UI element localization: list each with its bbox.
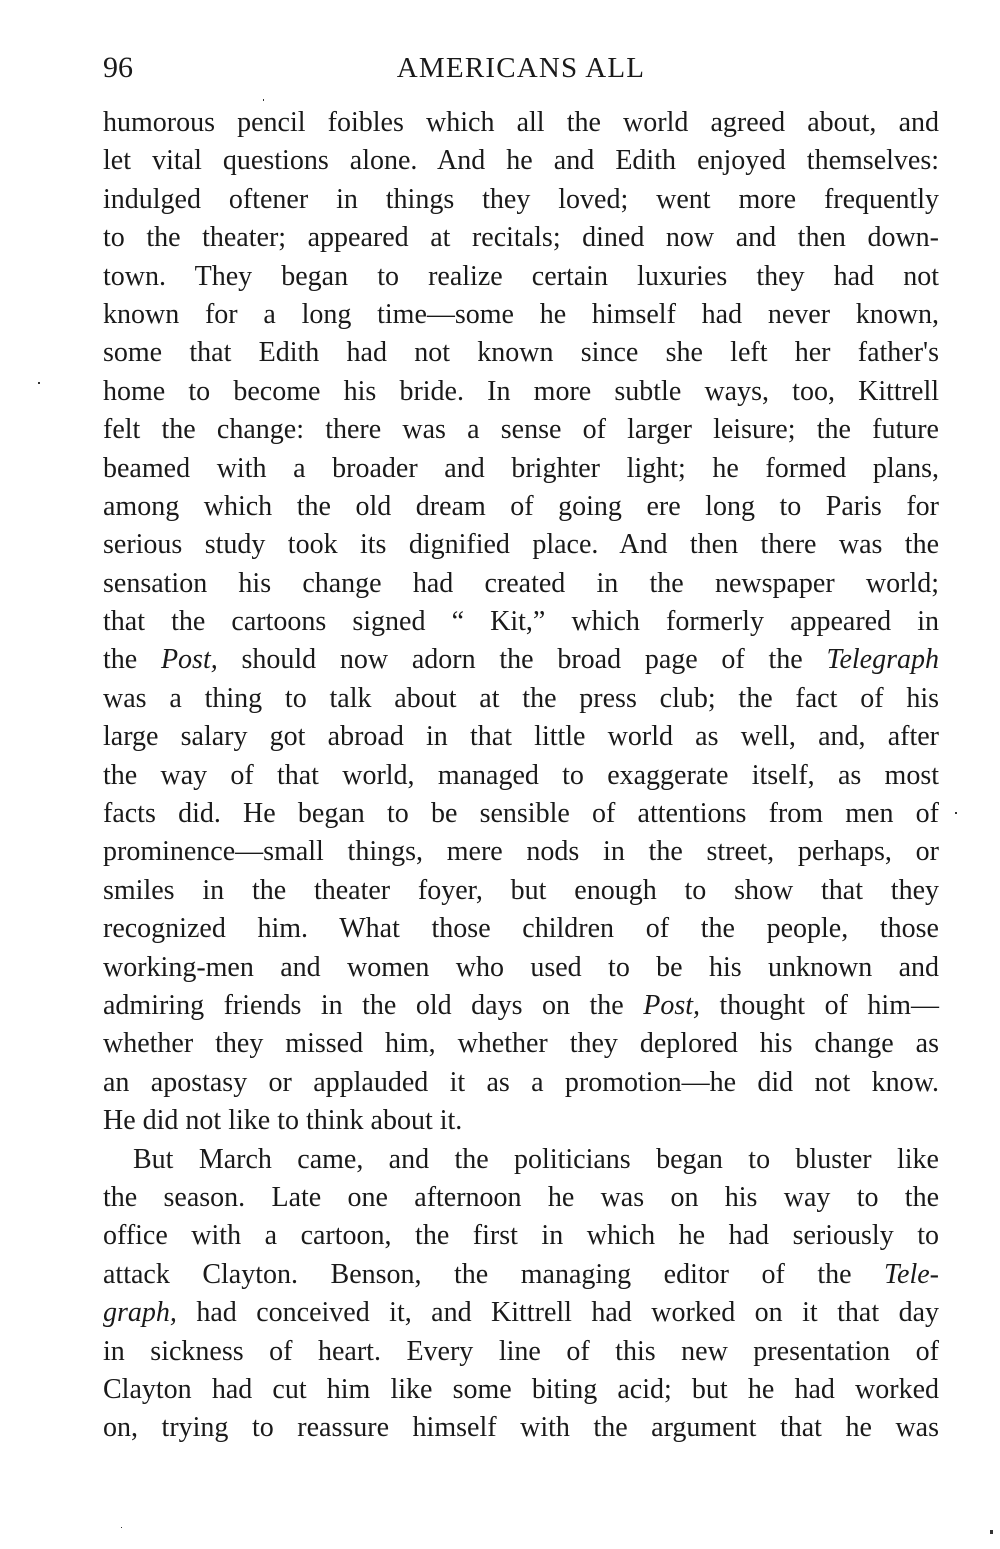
text-run: attack Clayton. Benson, the managing editor of the	[103, 1258, 885, 1290]
text-run: recognized him. What those children of the people, those	[103, 913, 939, 945]
italic-text: Post,	[160, 644, 218, 676]
text-line	[103, 987, 939, 1025]
text-line	[103, 1217, 939, 1255]
text-line	[103, 680, 939, 718]
text-run: beamed with a broader and brighter light; he formed plans,	[103, 452, 939, 484]
italic-text: Telegraph	[826, 644, 939, 676]
text-run: was a thing to talk about at the press club; the fact of his	[103, 682, 939, 714]
text-run: the way of that world, managed to exaggerate itself, as most	[103, 759, 939, 791]
text-line	[103, 641, 939, 679]
text-line	[103, 142, 939, 180]
text-line	[103, 1179, 939, 1217]
text-run: the	[103, 644, 161, 676]
text-line	[103, 181, 939, 219]
text-line	[103, 373, 939, 411]
text-run: some that Edith had not known since she left her father's	[103, 337, 939, 369]
text-run: office with a cartoon, the first in which he had seriously to	[103, 1220, 939, 1252]
text-run: the season. Late one afternoon he was on his way to the	[103, 1181, 939, 1213]
text-run: working-men and women who used to be his unknown and	[103, 951, 939, 983]
text-line	[103, 411, 939, 449]
text-run: had conceived it, and Kittrell had worked on it that day	[176, 1297, 939, 1329]
text-line	[103, 1409, 939, 1447]
text-run: on, trying to reassure himself with the argument that he was	[103, 1412, 939, 1444]
running-head	[103, 48, 939, 88]
text-run: in sickness of heart. Every line of this new presentation of	[103, 1335, 939, 1367]
text-run: prominence—small things, mere nods in the street, perhaps, or	[103, 836, 939, 868]
text-line	[103, 757, 939, 795]
running-title: AMERICANS ALL	[396, 52, 646, 84]
text-run: Clayton had cut him like some biting acid; but he had worked	[103, 1373, 939, 1405]
text-run: home to become his bride. In more subtle ways, too, Kittrell	[103, 375, 939, 407]
text-run: thought of him—	[700, 989, 939, 1021]
italic-text: Tele-	[884, 1258, 939, 1290]
text-line	[103, 258, 939, 296]
text-run: But March came, and the politicians began to bluster like	[133, 1143, 939, 1175]
text-line	[103, 603, 939, 641]
text-run: large salary got abroad in that little world as well, and, after	[103, 721, 939, 753]
page-number: 96	[103, 51, 133, 84]
text-run: serious study took its dignified place. And then there was the	[103, 529, 939, 561]
text-line	[103, 1102, 939, 1140]
text-run: among which the old dream of going ere long to Paris for	[103, 490, 939, 522]
text-line	[103, 565, 939, 603]
text-line	[103, 1333, 939, 1371]
text-run: indulged oftener in things they loved; went more frequently	[103, 183, 939, 215]
speck	[955, 812, 957, 814]
text-run: admiring friends in the old days on the	[103, 989, 644, 1021]
text-run: whether they missed him, whether they deplored his change as	[103, 1028, 939, 1060]
text-run: humorous pencil foibles which all the world agreed about, and	[103, 107, 939, 138]
text-line	[103, 334, 939, 372]
text-run: to the theater; appeared at recitals; dined now and then down-	[103, 222, 939, 254]
text-line	[103, 296, 939, 334]
text-line	[103, 872, 939, 910]
speck	[121, 1527, 122, 1528]
italic-text: Post,	[643, 989, 701, 1021]
text-line	[103, 1141, 939, 1179]
text-line	[103, 718, 939, 756]
text-run: known for a long time—some he himself had never known,	[103, 298, 939, 330]
text-line	[103, 450, 939, 488]
text-line	[103, 219, 939, 257]
text-line	[103, 1256, 939, 1294]
text-run: He did not like to think about it.	[103, 1105, 463, 1137]
text-line	[103, 910, 939, 948]
text-line	[103, 488, 939, 526]
text-run: let vital questions alone. And he and Edith enjoyed themselves:	[103, 145, 939, 177]
text-run: that the cartoons signed “ Kit,” which formerly appeared in	[103, 606, 939, 638]
speck	[990, 1530, 993, 1534]
text-line	[103, 104, 939, 142]
text-line	[103, 1064, 939, 1102]
text-line	[103, 949, 939, 987]
text-line	[103, 1294, 939, 1332]
text-line	[103, 526, 939, 564]
text-line	[103, 1371, 939, 1409]
text-run: town. They began to realize certain luxuries they had not	[103, 260, 939, 292]
text-run: an apostasy or applauded it as a promotion—he did not know.	[103, 1066, 939, 1098]
body-text	[103, 104, 939, 1448]
text-line	[103, 795, 939, 833]
text-run: smiles in the theater foyer, but enough to show that they	[103, 874, 939, 906]
text-line	[103, 833, 939, 871]
text-run: facts did. He began to be sensible of attentions from men of	[103, 798, 939, 830]
speck	[263, 99, 264, 101]
italic-text: graph,	[103, 1297, 177, 1329]
speck	[38, 382, 40, 384]
text-line	[103, 1025, 939, 1063]
text-run: felt the change: there was a sense of larger leisure; the future	[103, 414, 939, 446]
text-run: should now adorn the broad page of the	[217, 644, 827, 676]
text-run: sensation his change had created in the newspaper world;	[103, 567, 939, 599]
